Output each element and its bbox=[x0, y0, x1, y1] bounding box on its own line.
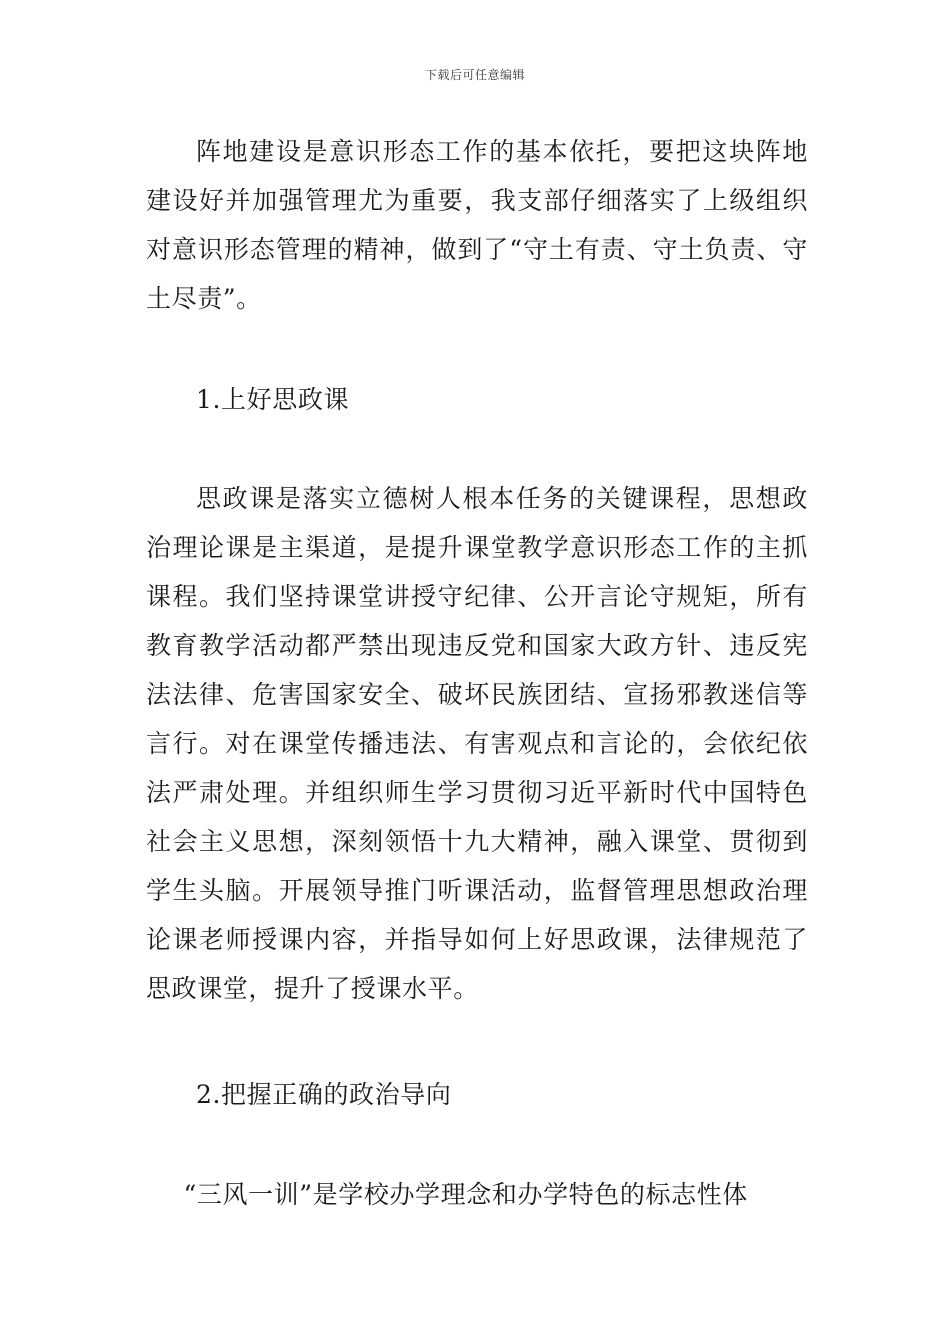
paragraph-three-styles-one-motto: “三风一训”是学校办学理念和办学特色的标志性体 bbox=[183, 1180, 748, 1209]
paragraph-ideological-course: 思政课是落实立德树人根本任务的关键课程，思想政治理论课是主渠道，是提升课堂教学意识形态工作的主抓课程。我们坚持课堂讲授守纪律、公开言论守规矩，所有教育教学活动都严禁出现违反党和国家大政方针、违反宪法法律、危害国家安全、破坏民族团结、宣扬邪教迷信等言行。对在课堂传播违法、有害观点和言论的，会依纪依法严肃处理。并组织师生学习贯彻习近平新时代中国特色社会主义思想，深刻领悟十九大精神，融入课堂、贯彻到学生头脑。开展领导推门听课活动，监督管理思想政治理论课老师授课内容，并指导如何上好思政课，法律规范了思政课堂，提升了授课水平。 bbox=[146, 484, 808, 1003]
section-heading-political-orientation: 2.把握正确的政治导向 bbox=[196, 1080, 452, 1109]
header-note: 下载后可任意编辑 bbox=[424, 68, 525, 82]
section-heading-ideological-course: 1.上好思政课 bbox=[196, 385, 350, 414]
paragraph-position-building: 阵地建设是意识形态工作的基本依托，要把这块阵地建设好并加强管理尤为重要，我支部仔细落实了上级组织对意识形态管理的精神，做到了“守土有责、守土负责、守土尽责”。 bbox=[146, 137, 808, 313]
